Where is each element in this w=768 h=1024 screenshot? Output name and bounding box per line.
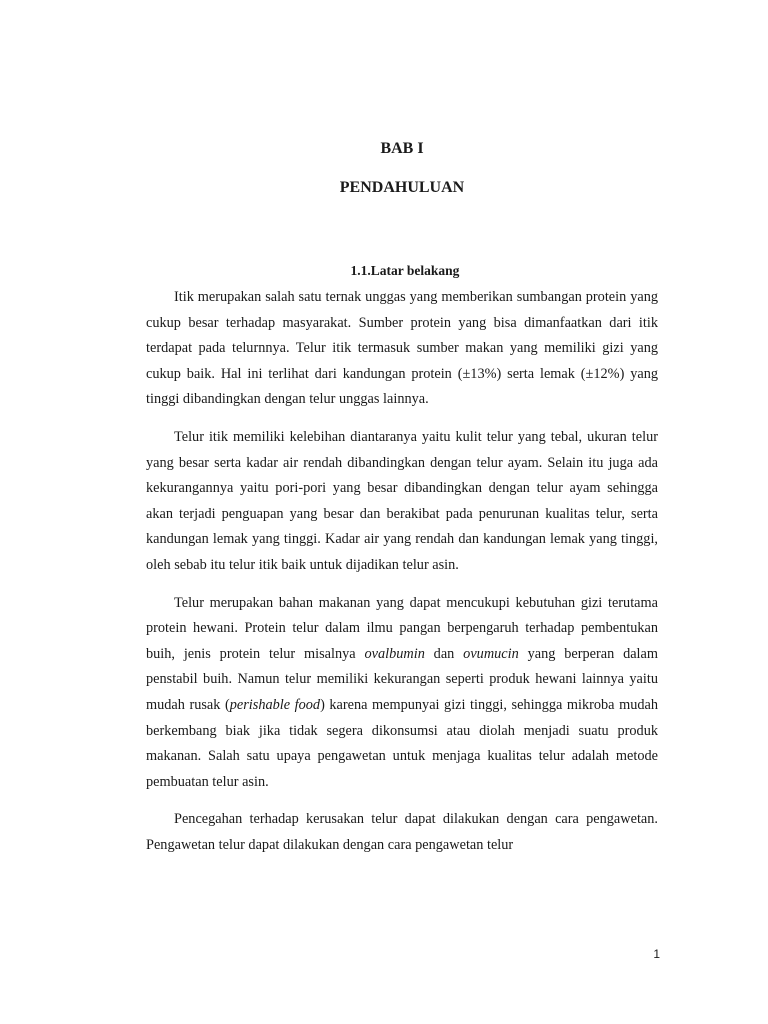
paragraph-1: Itik merupakan salah satu ternak unggas yang memberikan sumbangan protein yang cukup besar terhadap masyarakat. Sumber protein yang bisa dimanfaatkan dari itik terdapat pada telurnnya. Telur itik termasuk sumber makan yang memiliki gizi yang cukup baik. Hal ini terlihat dari kandungan protein (±13%) serta lemak (±12%) yang tinggi dibandingkan dengan telur unggas lainnya. (146, 289, 658, 408)
italic-term-ovumucin: ovumucin (463, 645, 519, 662)
chapter-number: BAB I (380, 140, 424, 157)
chapter-title: PENDAHULUAN (339, 179, 465, 196)
paragraph-2: Telur itik memiliki kelebihan diantaranya yaitu kulit telur yang tebal, ukuran telur yang besar serta kadar air rendah dibandingkan dengan telur ayam. Selain itu juga ada kekurangannya yaitu pori-pori yang besar dibandingkan dengan telur ayam sehingga akan terjadi penguapan yang besar dan berakibat pada penurunan kualitas telur, serta kandungan lemak yang tinggi. Kadar air yang rendah dan kandungan lemak yang tinggi, oleh sebab itu telur itik baik untuk dijadikan telur asin. (146, 428, 658, 573)
paragraph-3: Telur merupakan bahan makanan yang dapat mencukupi kebutuhan gizi terutama protein hewani. Protein telur dalam ilmu pangan berpengaruh terhadap pembentukan buih, jenis protein telur misalnya ovalbumin dan ovumucin yang berperan dalam penstabil buih. Namun telur memiliki kekurangan seperti produk hewani lainnya yaitu mudah rusak (perishable food) karena mempunyai gizi tinggi, sehingga mikroba mudah berkembang biak jika tidak segera dikonsumsi atau diolah menjadi suatu produk makanan. Salah satu upaya pengawetan untuk menjaga kualitas telur adalah metode pembuatan telur asin. (146, 594, 658, 790)
paragraph-4: Pencegahan terhadap kerusakan telur dapat dilakukan dengan cara pengawetan. Pengawetan telur dapat dilakukan dengan cara pengawetan telur (146, 811, 658, 853)
page-number: 1 (653, 947, 660, 961)
italic-term-ovalbumin: ovalbumin (364, 645, 425, 662)
body-text (146, 285, 658, 870)
section-heading: 1.1.Latar belakang (350, 263, 460, 278)
italic-term-perishable-food: perishable food (229, 696, 321, 713)
